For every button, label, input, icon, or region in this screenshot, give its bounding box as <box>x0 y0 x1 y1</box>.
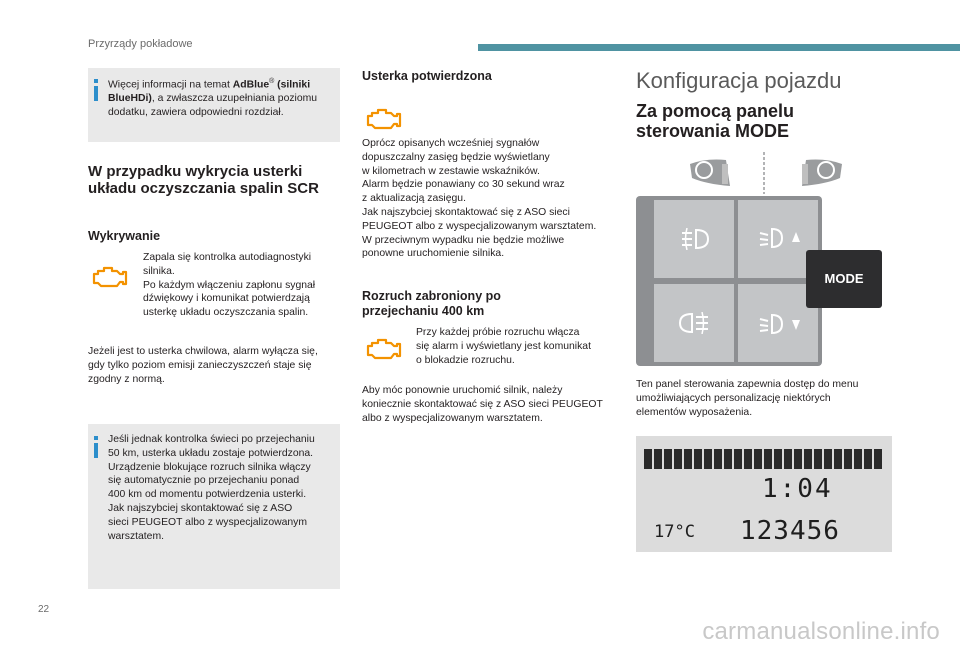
info-icon <box>94 79 98 101</box>
heading-start-prohibited: Rozruch zabroniony po przejechaniu 400 km <box>362 289 501 318</box>
info-text-adblue: Więcej informacji na temat AdBlue® (silniki BlueHDi), a zwłaszcza uzupełniania poziomu dodatku, zawiera odpowiedni rozdział. <box>108 78 318 119</box>
headlamp-adjust-down-icon <box>758 312 804 336</box>
lcd-temperature: 17°C <box>654 522 695 542</box>
restart-paragraph: Aby móc ponownie uruchomić silnik, należy koniecznie skontaktować się z ASO sieci PEUGEOT albo z wyspecjalizowanym warsztatem. <box>362 385 603 424</box>
start-prohibited-text: Przy każdej próbie rozruchu włącza się alarm i wyświetlany jest komunikat o blokadzie rozruchu. <box>416 327 591 366</box>
fog-lamp-icon <box>678 228 712 250</box>
fault-confirmed-text: Oprócz opisanych wcześniej sygnałów dopuszczalny zasięg będzie wyświetlany w kilometrach w zestawie wskaźników. Alarm będzie ponawiany co 30 sekund wraz z aktualizacją zasięgu. Jak najszybciej skontaktować się z ASO sieci PEUGEOT albo z wyspecjalizowanym warsztatem. W przeciwnym wypadku nie będzie możliwe ponowne uruchomienie silnika. <box>362 138 597 260</box>
mode-button[interactable]: MODE <box>806 250 882 308</box>
subtitle-mode-panel: Za pomocą panelu sterowania MODE <box>636 101 795 141</box>
header-accent-bar <box>478 44 960 51</box>
mode-panel-description: Ten panel sterowania zapewnia dostęp do menu umożliwiających personalizację niektórych elementów wyposażenia. <box>636 379 859 418</box>
rear-fog-lamp-icon <box>678 312 712 334</box>
section-title-configuration: Konfiguracja pojazdu <box>636 68 842 93</box>
site-watermark: carmanualsonline.info <box>702 618 940 645</box>
info-icon <box>94 436 98 458</box>
headlamp-adjust-up-icon <box>758 226 804 250</box>
running-header: Przyrządy pokładowe <box>88 38 193 50</box>
info-text-confirmed: Jeśli jednak kontrolka świeci po przejechaniu 50 km, usterka układu zostaje potwierdzona. Urządzenie blokujące rozruch silnika włączy się automatycznie po przejechaniu ponad 400 km od momentu potwierdzenia usterki. Jak najszybciej skontaktować się z ASO sieci PEUGEOT albo z wyspecjalizowanym warsztatem. <box>108 434 315 542</box>
steering-controls-illustration <box>686 152 846 194</box>
engine-warning-icon <box>364 336 404 364</box>
engine-warning-icon <box>90 264 130 292</box>
temporary-fault-paragraph: Jeżeli jest to usterka chwilowa, alarm wyłącza się, gdy tylko poziom emisji zanieczyszczeń staje się zgodny z normą. <box>88 346 318 385</box>
page-number: 22 <box>38 604 50 615</box>
engine-warning-icon <box>364 106 404 134</box>
lcd-dot-matrix-row <box>644 449 884 469</box>
detection-text: Zapala się kontrolka autodiagnostyki silnika. Po każdym włączeniu zapłonu sygnał dźwiękowy i komunikat potwierdzają usterkę układu oczyszczania spalin. <box>143 252 316 319</box>
subheading-detection: Wykrywanie <box>88 229 161 243</box>
heading-fault-confirmed: Usterka potwierdzona <box>362 69 492 83</box>
section-heading-scr: W przypadku wykrycia usterki układu oczyszczania spalin SCR <box>88 163 319 197</box>
lcd-odometer: 123456 <box>740 516 840 546</box>
lcd-clock: 1:04 <box>762 474 833 504</box>
